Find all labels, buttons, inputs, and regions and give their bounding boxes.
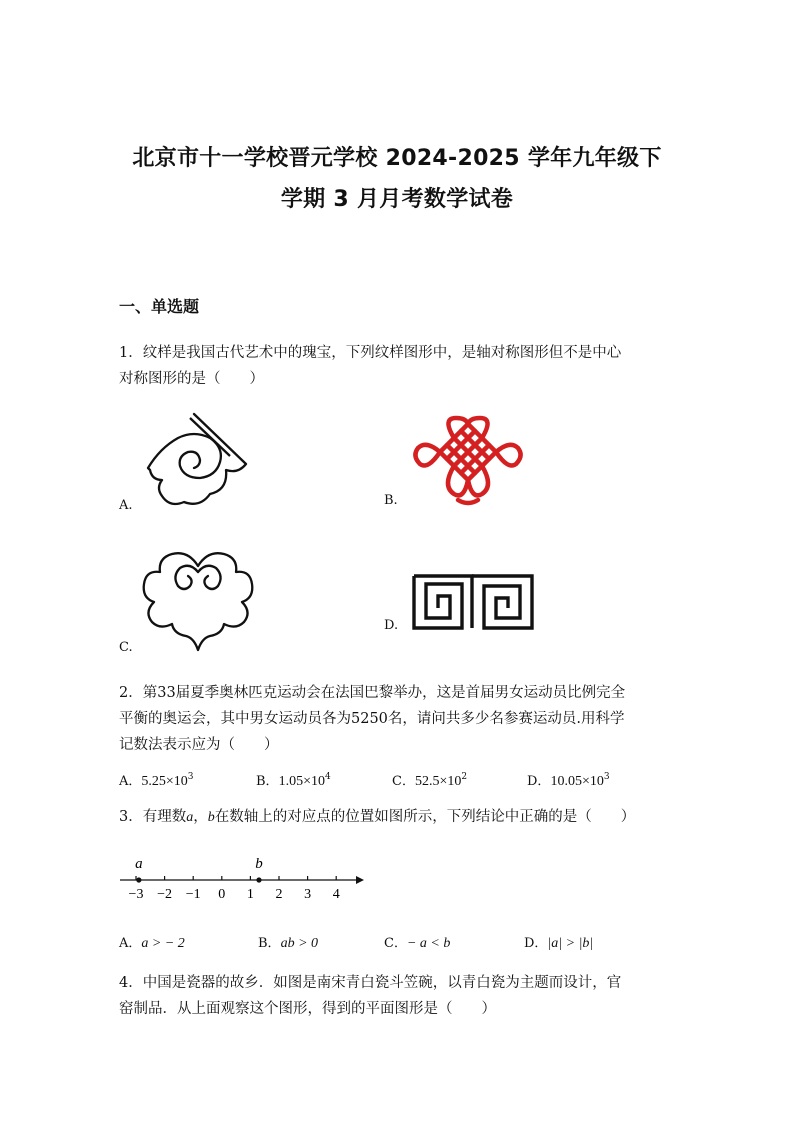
number-line-arrow xyxy=(356,876,364,884)
question-1 xyxy=(119,340,679,392)
number-line-tick-label: −3 xyxy=(128,887,144,902)
q2-option-c: C．$52.5\times 10^2$ xyxy=(392,772,468,789)
q3-option-d: D．|a| > |b| xyxy=(524,936,594,951)
question-4 xyxy=(119,970,679,1022)
page-title-line1: 北京市十一学校晋元学校 2024-2025 学年九年级下 xyxy=(132,146,662,171)
q2-option-d: D．$10.05\times 10^3$ xyxy=(527,772,610,789)
q1-option-b-label: B. xyxy=(384,493,398,508)
number-line-point-a xyxy=(136,877,141,882)
number-line-point-b xyxy=(256,877,261,882)
ruyi-cloud-icon xyxy=(140,546,256,654)
q2-option-b: B．$1.05\times 10^4$ xyxy=(256,772,331,789)
question-4-line1: 4．中国是瓷器的故乡．如图是南宋青白瓷斗笠碗，以青白瓷为主题而设计，官 xyxy=(119,975,622,991)
number-line-tick-label: −2 xyxy=(157,887,173,902)
question-1-line1: 1．纹样是我国古代艺术中的瑰宝，下列纹样图形中，是轴对称图形但不是中心 xyxy=(119,345,622,361)
question-2 xyxy=(119,680,679,758)
chinese-knot-icon xyxy=(408,414,528,508)
q2-option-a: A．$5.25\times 10^3$ xyxy=(119,772,194,789)
number-line xyxy=(116,850,368,906)
number-line-tick-label: 1 xyxy=(246,887,254,902)
number-line-point-a-label: a xyxy=(135,856,143,872)
question-2-line3: 记数法表示应为（ ） xyxy=(119,737,279,753)
q1-option-c-label: C. xyxy=(119,640,133,655)
number-line-tick-label: 0 xyxy=(218,887,226,902)
question-4-line2: 窑制品．从上面观察这个图形，得到的平面图形是（ ） xyxy=(119,1001,496,1017)
q3-option-c: C．− a < b xyxy=(384,936,451,951)
question-3: 3．有理数a，b在数轴上的对应点的位置如图所示，下列结论中正确的是（ ） xyxy=(119,809,636,825)
q1-option-a-label: A. xyxy=(119,498,133,513)
question-2-line1: 2．第33届夏季奥林匹克运动会在法国巴黎举办，这是首届男女运动员比例完全 xyxy=(119,685,626,701)
question-1-line2: 对称图形的是（ ） xyxy=(119,371,264,387)
section-heading: 一、单选题 xyxy=(119,297,200,316)
q3-option-b: B．ab > 0 xyxy=(258,936,319,951)
number-line-point-b-label: b xyxy=(255,856,263,872)
q3-option-a: A．a > − 2 xyxy=(119,936,185,951)
meander-fret-icon xyxy=(410,572,536,632)
number-line-tick-label: −1 xyxy=(185,887,201,902)
number-line-tick-label: 3 xyxy=(304,887,312,902)
number-line-tick-label: 2 xyxy=(275,887,283,902)
question-2-line2: 平衡的奥运会，其中男女运动员各为5250名，请问共多少名参赛运动员.用科学 xyxy=(119,711,625,727)
q1-option-d-label: D. xyxy=(384,618,399,633)
number-line-tick-label: 4 xyxy=(332,887,340,902)
page-title-line2: 学期 3 月月考数学试卷 xyxy=(280,187,514,212)
spiral-cloud-icon xyxy=(138,410,254,510)
